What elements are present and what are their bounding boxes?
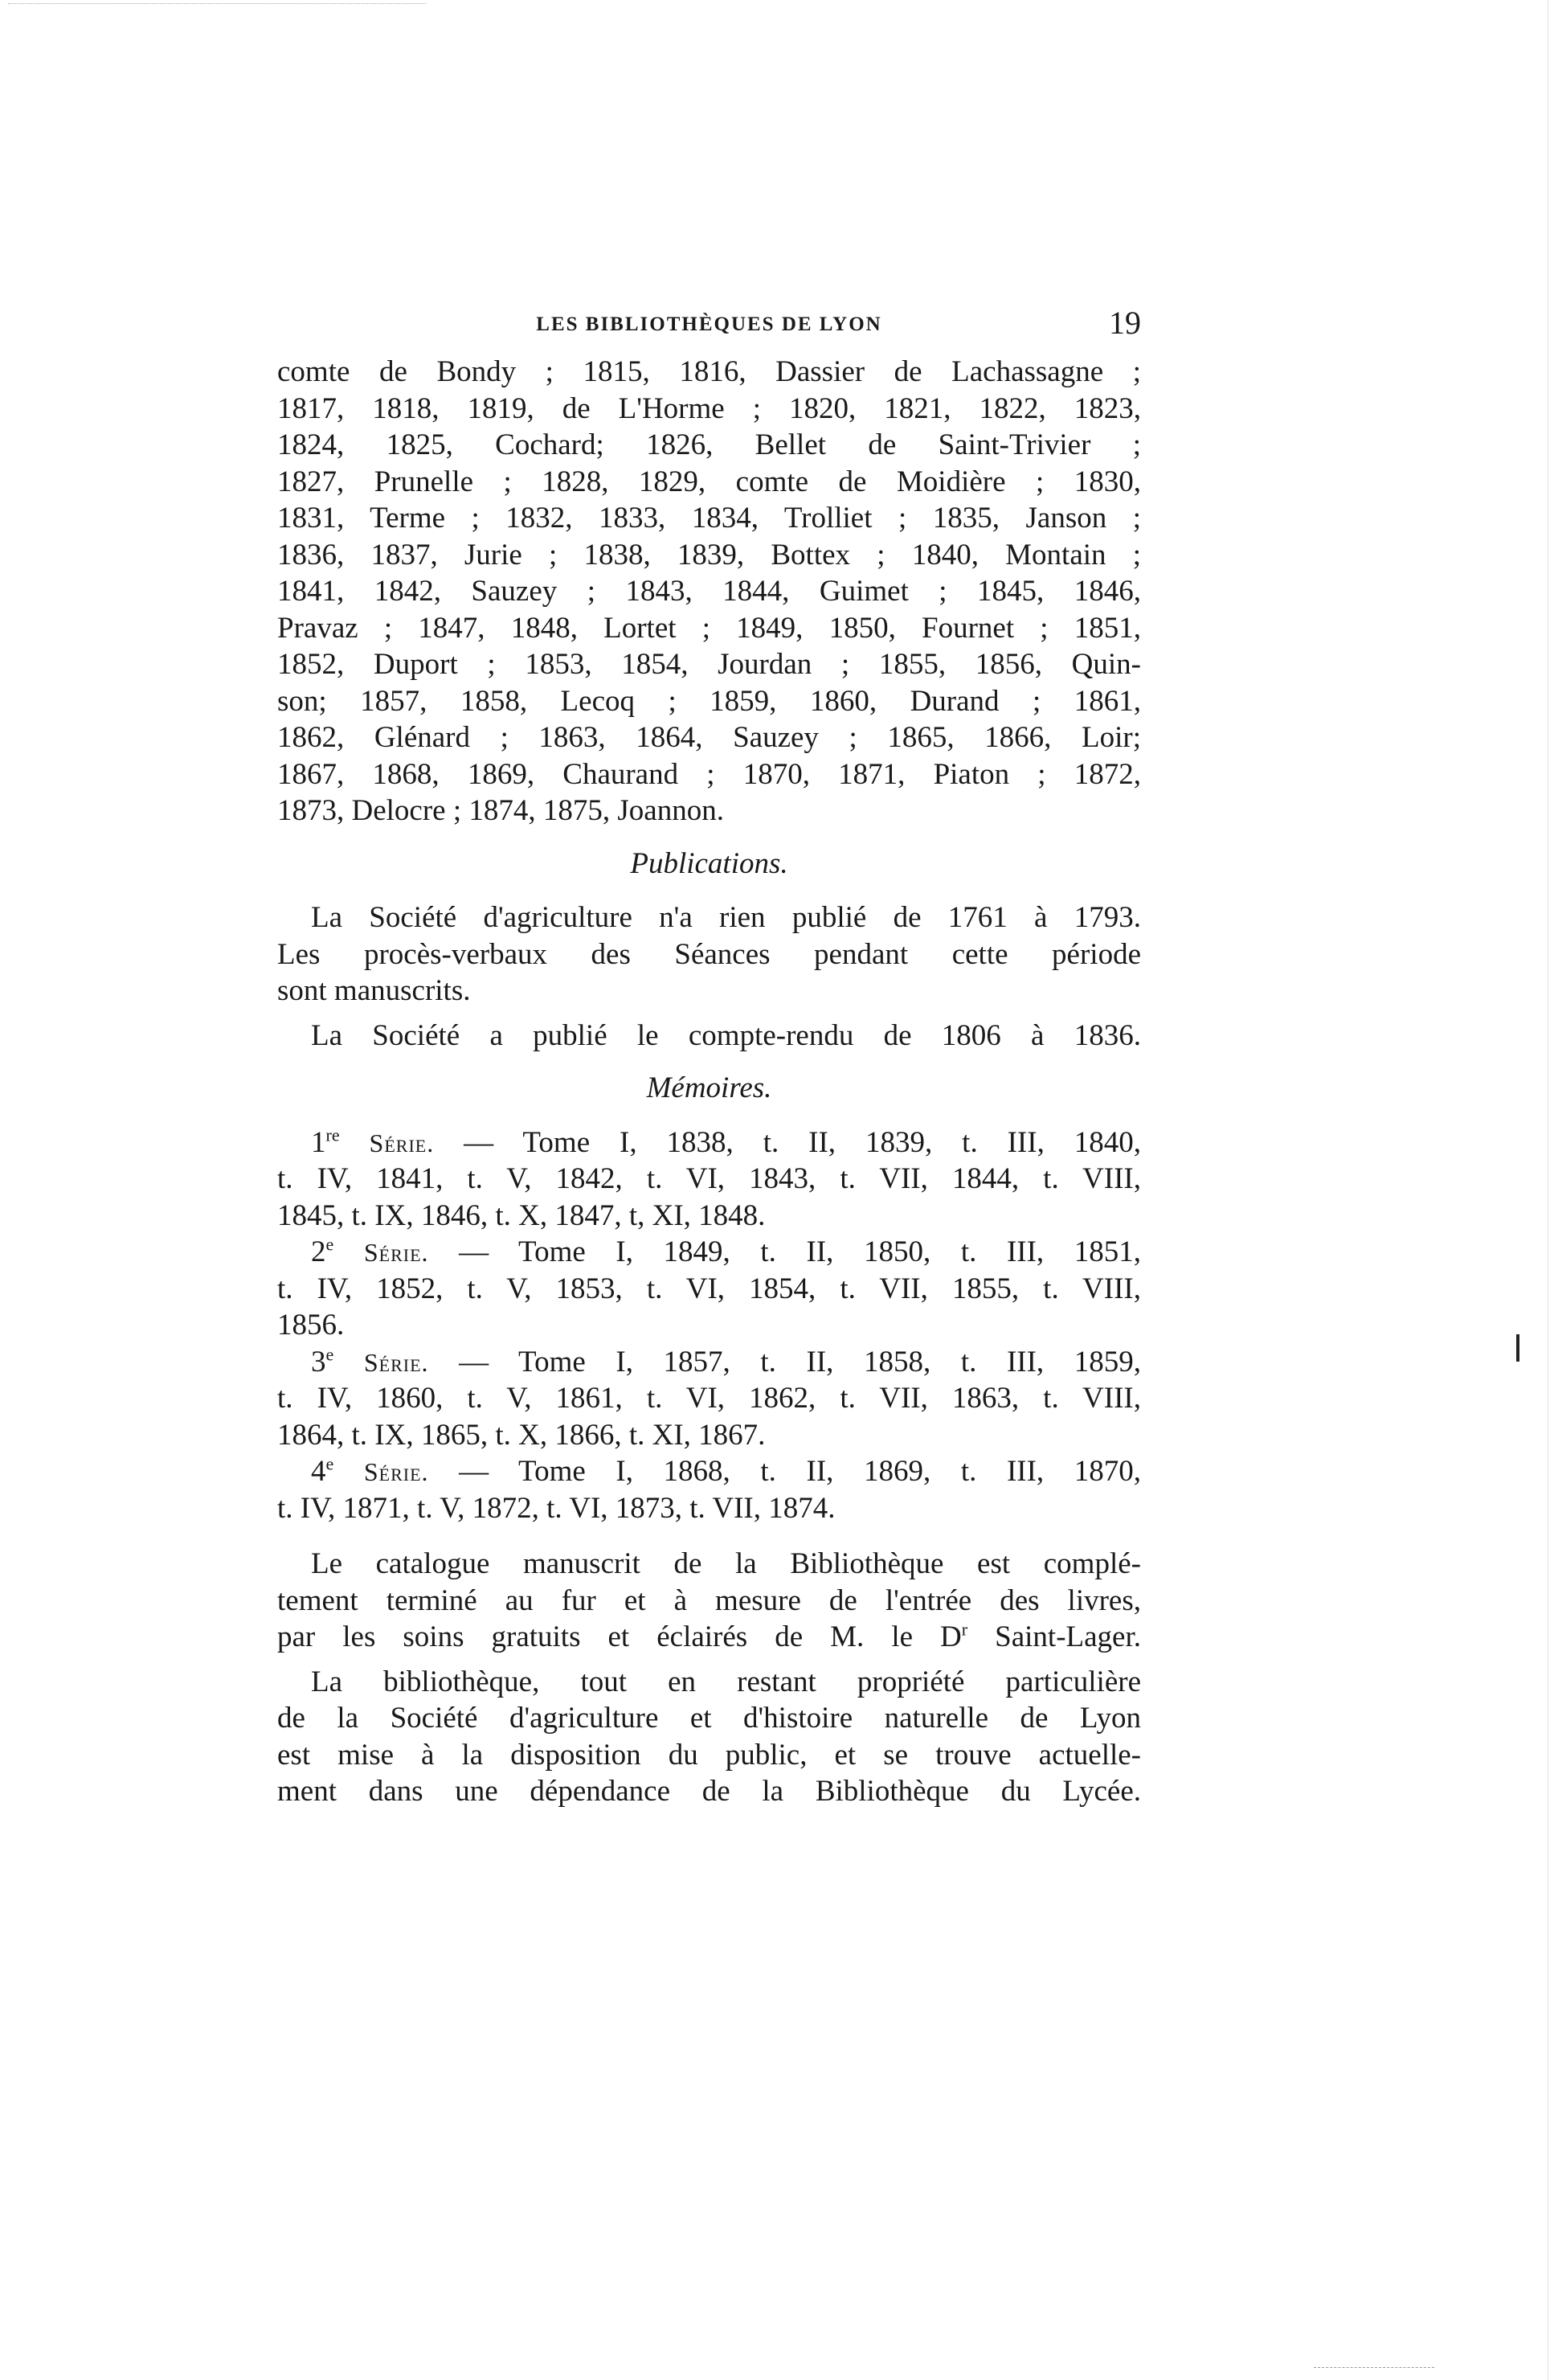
series-first-line: 3e Série. — Tome I, 1857, t. II, 1858, t. III, 1859, [311, 1344, 1141, 1378]
paragraph-catalogue [277, 1546, 1141, 1656]
text-line: t. IV, 1841, t. V, 1842, t. VI, 1843, t. VII, 1844, t. VIII, [277, 1162, 1141, 1195]
paragraph-publications [277, 899, 1141, 1010]
text-line: de la Société d'agriculture et d'histoire naturelle de Lyon [277, 1702, 1141, 1735]
text-line: 1841, 1842, Sauzey ; 1843, 1844, Guimet ; 1845, 1846, [277, 575, 1141, 608]
running-title: LES BIBLIOTHÈQUES DE LYON [536, 313, 882, 335]
page-header [277, 304, 1141, 344]
text-line: 1831, Terme ; 1832, 1833, 1834, Trolliet ; 1835, Janson ; [277, 502, 1141, 535]
text-line: est mise à la disposition du public, et se trouve actuelle- [277, 1738, 1141, 1772]
paragraph-bibliotheque [277, 1664, 1141, 1810]
text-line: 1817, 1818, 1819, de L'Horme ; 1820, 1821, 1822, 1823, [277, 391, 1141, 425]
text-line: 1864, t. IX, 1865, t. X, 1866, t. XI, 1867. [277, 1418, 766, 1452]
scan-artifact-bottom [1314, 2367, 1434, 2369]
text-line: 1827, Prunelle ; 1828, 1829, comte de Moidière ; 1830, [277, 465, 1141, 498]
scan-artifact-top [8, 3, 426, 5]
series-first-line: 4e Série. — Tome I, 1868, t. II, 1869, t. III, 1870, [311, 1453, 1141, 1488]
text-line: t. IV, 1871, t. V, 1872, t. VI, 1873, t. VII, 1874. [277, 1491, 836, 1525]
text-line: 1824, 1825, Cochard; 1826, Bellet de Saint-Trivier ; [277, 428, 1141, 461]
text-line: 1836, 1837, Jurie ; 1838, 1839, Bottex ; 1840, Montain ; [277, 538, 1141, 571]
series-list [277, 1124, 1141, 1527]
text-line: son; 1857, 1858, Lecoq ; 1859, 1860, Durand ; 1861, [277, 684, 1141, 718]
text-line: La Société d'agriculture n'a rien publié de 1761 à 1793. [311, 901, 1141, 934]
text-line: 1856. [277, 1309, 345, 1342]
text-line: t. IV, 1852, t. V, 1853, t. VI, 1854, t. VII, 1855, t. VIII, [277, 1272, 1141, 1305]
paragraph-members [277, 354, 1141, 830]
page-body [277, 354, 1141, 1810]
text-line: comte de Bondy ; 1815, 1816, Dassier de Lachassagne ; [277, 355, 1141, 388]
text-line: Les procès-verbaux des Séances pendant cette période [277, 937, 1141, 971]
text-line: Pravaz ; 1847, 1848, Lortet ; 1849, 1850, Fournet ; 1851, [277, 611, 1141, 645]
text-line: 1862, Glénard ; 1863, 1864, Sauzey ; 1865, 1866, Loir; [277, 721, 1141, 754]
text-line: t. IV, 1860, t. V, 1861, t. VI, 1862, t. VII, 1863, t. VIII, [277, 1382, 1141, 1415]
text-line: 1873, Delocre ; 1874, 1875, Joannon. [277, 794, 724, 827]
scan-mark [1516, 1334, 1519, 1362]
page-number: 19 [1109, 305, 1141, 341]
text-line: tement terminé au fur et à mesure de l'entrée des livres, [277, 1583, 1141, 1617]
text-line: Le catalogue manuscrit de la Bibliothèque est complé- [311, 1547, 1141, 1580]
section-heading-memoires: Mémoires. [646, 1071, 772, 1104]
text-line: 1845, t. IX, 1846, t. X, 1847, t, XI, 1848. [277, 1198, 766, 1232]
series-first-line: 2e Série. — Tome I, 1849, t. II, 1850, t. III, 1851, [311, 1234, 1141, 1268]
text-line: 1852, Duport ; 1853, 1854, Jourdan ; 1855, 1856, Quin- [277, 648, 1141, 681]
text-line: La Société a publié le compte-rendu de 1806 à 1836. [311, 1018, 1141, 1052]
paragraph-compte-rendu [277, 1018, 1141, 1055]
text-line: ment dans une dépendance de la Bibliothèque du Lycée. [277, 1775, 1141, 1808]
section-heading-publications: Publications. [630, 846, 788, 880]
text-line: 1867, 1868, 1869, Chaurand ; 1870, 1871, Piaton ; 1872, [277, 757, 1141, 791]
text-line: par les soins gratuits et éclairés de M. le $D^r$ Saint-Lager. [277, 1619, 1141, 1653]
text-line: sont manuscrits. [277, 974, 471, 1007]
series-first-line: 1re Série. — Tome I, 1838, t. II, 1839, t. III, 1840, [311, 1124, 1142, 1159]
text-line: La bibliothèque, tout en restant propriété particulière [311, 1665, 1141, 1698]
